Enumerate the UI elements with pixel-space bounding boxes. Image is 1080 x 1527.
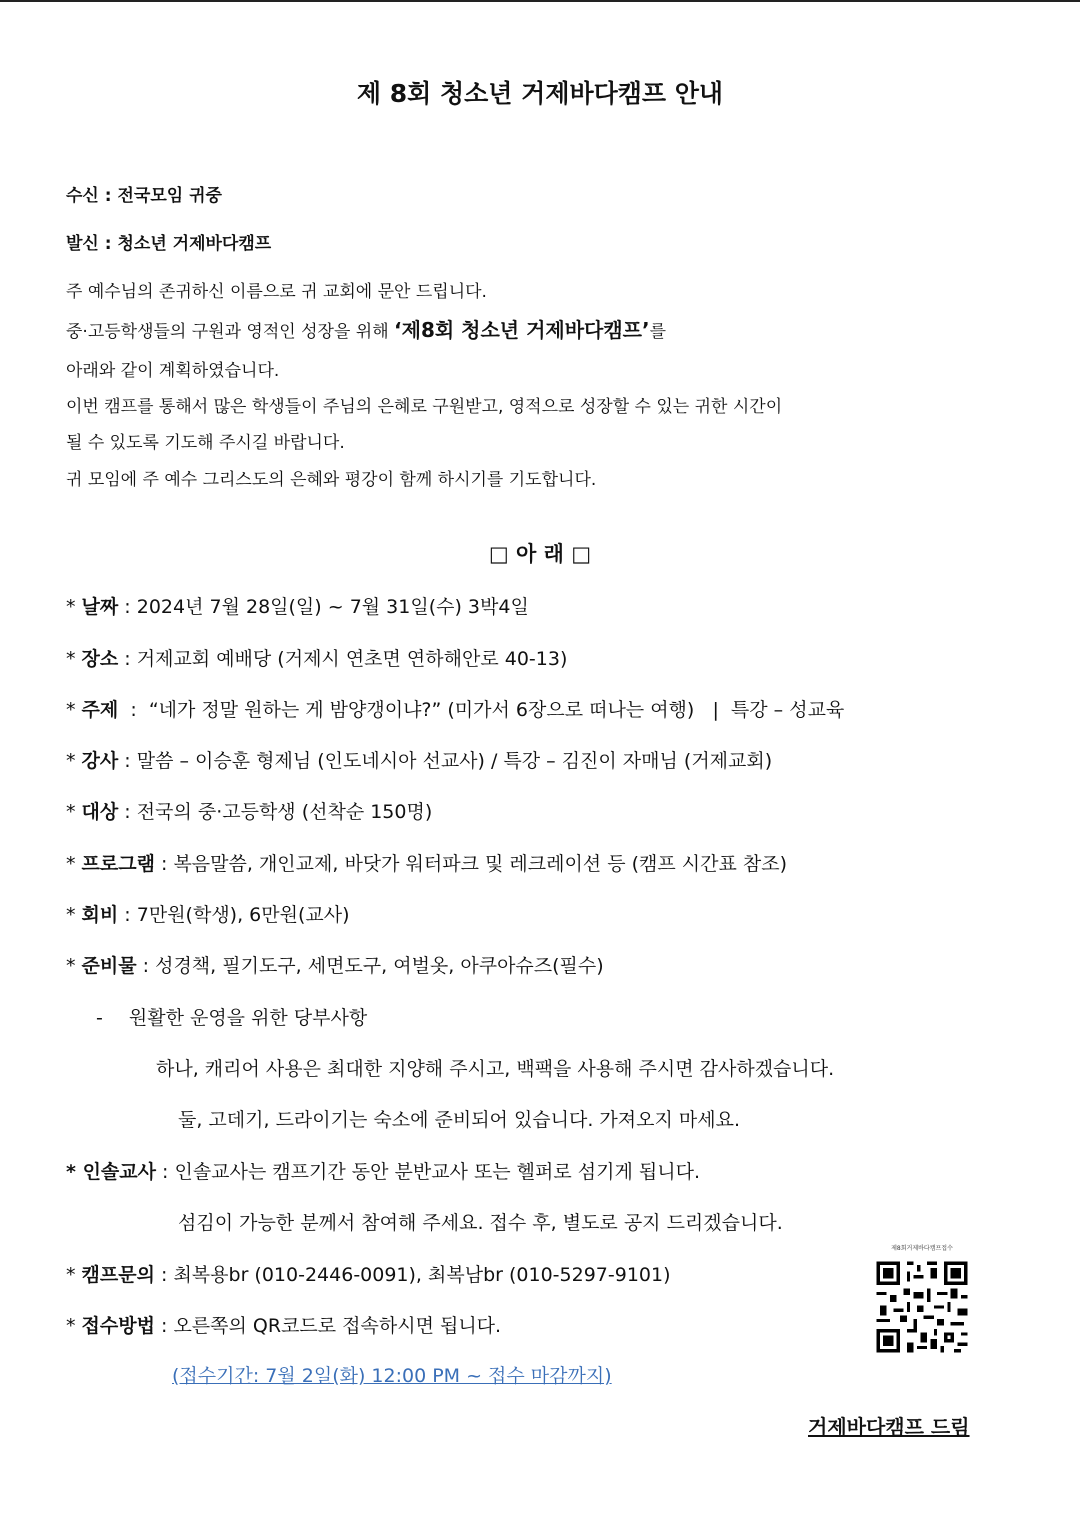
recipient-line: 수신 : 전국모임 귀중 [66, 186, 222, 206]
intro-line-4: 이번 캠프를 통해서 많은 학생들이 주님의 은혜로 구원받고, 영적으로 성장할 수 있는 귀한 시간이 [66, 397, 783, 417]
register-period-link[interactable]: (접수기간: 7월 2일(화) 12:00 PM ~ 접수 마감까지) [172, 1365, 612, 1387]
item-theme: * 주제 : “네가 정말 원하는 게 밤양갱이냐?” (미가서 6장으로 떠나는 여행) | 특강 – 성교육 [66, 699, 845, 721]
item-target: * 대상 : 전국의 중·고등학생 (선착순 150명) [66, 801, 433, 823]
item-value: 전국의 중·고등학생 (선착순 150명) [136, 801, 433, 823]
page-title: 제 8회 청소년 거제바다캠프 안내 [356, 79, 724, 108]
item-value: 복음말씀, 개인교제, 바닷가 워터파크 및 레크레이션 등 (캠프 시간표 참조) [173, 853, 787, 875]
signature: 거제바다캠프 드림 [808, 1415, 970, 1439]
item-label: 접수방법 [81, 1315, 155, 1337]
intro-line-2-post: 를 [649, 322, 667, 342]
intro-line-1: 주 예수님의 존귀하신 이름으로 귀 교회에 문안 드립니다. [66, 282, 487, 302]
item-place: * 장소 : 거제교회 예배당 (거제시 연초면 연하해안로 40-13) [66, 648, 568, 670]
item-value: 최복용br (010-2446-0091), 최복남br (010-5297-9101) [173, 1264, 671, 1286]
sender-line: 발신 : 청소년 거제바다캠프 [66, 234, 272, 254]
item-program: * 프로그램 : 복음말씀, 개인교제, 바닷가 워터파크 및 레크레이션 등 (캠프 시간표 참조) [66, 853, 787, 875]
item-teachers: * 인솔교사 : 인솔교사는 캠프기간 동안 분반교사 또는 헬퍼로 섬기게 됩니다. [66, 1161, 700, 1183]
item-contact: * 캠프문의 : 최복용br (010-2446-0091), 최복남br (010-5297-9101) [66, 1264, 671, 1286]
item-label: 프로그램 [81, 853, 155, 875]
notice-heading: □ 아 래 □ [488, 542, 592, 566]
intro-line-2 [66, 314, 666, 343]
item-label: 주제 [81, 699, 119, 721]
item-value: 오른쪽의 QR코드로 접속하시면 됩니다. [173, 1315, 502, 1337]
requests-dash: - [96, 1007, 103, 1029]
teachers-line-2: 섬김이 가능한 분께서 참여해 주세요. 접수 후, 별도로 공지 드리겠습니다. [178, 1212, 783, 1234]
item-date: * 날짜 : 2024년 7월 28일(일) ~ 7월 31일(수) 3박4일 [66, 596, 529, 618]
top-border [0, 0, 1080, 2]
request-two: 둘, 고데기, 드라이기는 숙소에 준비되어 있습니다. 가져오지 마세요. [178, 1109, 740, 1131]
intro-line-6: 귀 모임에 주 예수 그리스도의 은혜와 평강이 함께 하시기를 기도합니다. [66, 470, 597, 490]
item-label: 캠프문의 [81, 1264, 155, 1286]
intro-line-2-pre: 중·고등학생들의 구원과 영적인 성장을 위해 [66, 322, 395, 342]
item-label: 회비 [81, 904, 119, 926]
qr-code[interactable] [873, 1258, 971, 1356]
item-value: 거제교회 예배당 (거제시 연초면 연하해안로 40-13) [136, 648, 568, 670]
item-label: 강사 [81, 750, 119, 772]
item-label: 장소 [81, 648, 119, 670]
requests-heading [96, 1003, 367, 1030]
item-register: * 접수방법 : 오른쪽의 QR코드로 접속하시면 됩니다. [66, 1315, 502, 1337]
request-one: 하나, 캐리어 사용은 최대한 지양해 주시고, 백팩을 사용해 주시면 감사하겠습니다. [156, 1058, 835, 1080]
item-fee: * 회비 : 7만원(학생), 6만원(교사) [66, 904, 350, 926]
item-value: 7만원(학생), 6만원(교사) [136, 904, 350, 926]
item-label: 대상 [81, 801, 119, 823]
item-value: 말씀 – 이승훈 형제님 (인도네시아 선교사) / 특강 – 김진이 자매님 (거제교회) [136, 750, 773, 772]
camp-name-emphasis: ‘제8회 청소년 거제바다캠프’ [394, 318, 650, 342]
item-value: “네가 정말 원하는 게 밤양갱이냐?” (미가서 6장으로 떠나는 여행) | 특강 – 성교육 [148, 699, 845, 721]
item-label: 준비물 [81, 955, 137, 977]
item-value: 인솔교사는 캠프기간 동안 분반교사 또는 헬퍼로 섬기게 됩니다. [174, 1161, 700, 1183]
intro-line-5: 될 수 있도록 기도해 주시길 바랍니다. [66, 433, 345, 453]
qr-caption: 제8회거제바다캠프접수 [891, 1245, 953, 1252]
item-value: 2024년 7월 28일(일) ~ 7월 31일(수) 3박4일 [136, 596, 529, 618]
item-label: 인솔교사 [82, 1161, 156, 1183]
item-label: 날짜 [81, 596, 119, 618]
item-supplies: * 준비물 : 성경책, 필기도구, 세면도구, 여벌옷, 아쿠아슈즈(필수) [66, 955, 604, 977]
requests-heading-text: 원활한 운영을 위한 당부사항 [128, 1007, 368, 1029]
intro-line-3: 아래와 같이 계획하였습니다. [66, 361, 280, 381]
item-speaker: * 강사 : 말씀 – 이승훈 형제님 (인도네시아 선교사) / 특강 – 김진이 자매님 (거제교회) [66, 750, 773, 772]
item-value: 성경책, 필기도구, 세면도구, 여벌옷, 아쿠아슈즈(필수) [155, 955, 604, 977]
